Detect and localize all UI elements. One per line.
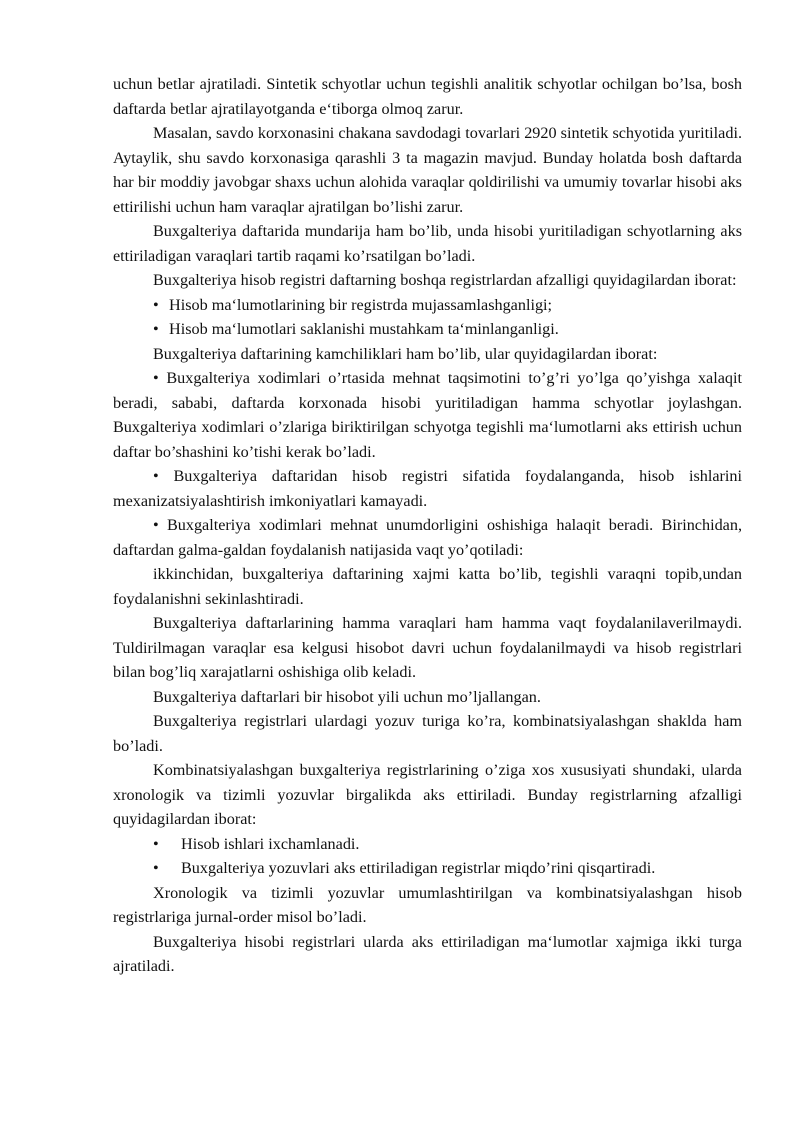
list-item [113,513,742,562]
paragraph: uchun betlar ajratiladi. Sintetik schyotlar uchun tegishli analitik schyotlar ochilgan bo’lsa, bosh daftarda betlar ajratilayotganda e‘tiborga olmoq zarur. [113,75,742,118]
bullet-icon: • [153,295,159,314]
bullet-icon: • [153,467,159,485]
list-item-text: Hisob ma‘lumotlarining bir registrda mujassamlashganligi; [169,295,553,314]
bullet-icon: • [153,369,159,387]
paragraph: Xronologik va tizimli yozuvlar umumlashtirilgan va kombinatsiyalashgan hisob registrlariga jurnal-order misol bo’ladi. [113,883,742,926]
paragraph: Buxgalteriya hisobi registrlari ularda aks ettiriladigan ma‘lumotlar xajmiga ikki turga ajratiladi. [113,932,742,975]
list-item-text: Hisob ishlari ixchamlanadi. [181,834,360,853]
list-item-text: Hisob ma‘lumotlari saklanishi mustahkam ta‘minlanganligi. [169,320,559,338]
list-item [113,832,742,857]
list-item-text: Buxgalteriya xodimlari o’rtasida mehnat taqsimotini to’g’ri yo’lga qo’yishga xalaqit beradi, sababi, daftarda korxonada hisobi yuritiladigan hamma schyotlar joylashgan. Buxgalteriya xodimlari o’zlariga biriktirilgan schyotga tegishli ma‘lumotlarni aks ettirish uchun daftar bo’shashini ko’tishi kerak bo’ladi. [113,369,742,461]
list-item [113,293,742,318]
paragraph: Buxgalteriya registrlari ulardagi yozuv turiga ko’ra, kombinatsiyalashgan shaklda ham bo’ladi. [113,712,742,755]
paragraph: Buxgalteriya hisob registri daftarning boshqa registrlardan afzalligi quyidagilardan iborat: [153,271,737,289]
paragraph: Buxgalteriya daftarida mundarija ham bo’lib, unda hisobi yuritiladigan schyotlarning aks ettiriladigan varaqlari tartib raqami ko’rsatilgan bo’ladi. [113,222,742,265]
document-page [113,72,742,979]
list-item-text: Buxgalteriya daftaridan hisob registri sifatida foydalanganda, hisob ishlarini mexanizatsiyalashtirish imkoniyatlari kamayadi. [113,467,742,510]
paragraph: Buxgalteriya daftarlarining hamma varaqlari ham hamma vaqt foydalanilaverilmaydi. Tuldirilmagan varaqlar esa kelgusi hisobot davri uchun foydalanilmaydi va hisob registrlari bilan bog’liq xarajatlarni oshishiga olib keladi. [113,614,742,681]
list-item [113,317,742,342]
list-item [113,856,742,881]
list-item-text: Buxgalteriya yozuvlari aks ettiriladigan registrlar miqdo’rini qisqartiradi. [181,859,656,877]
list-item-text: Buxgalteriya xodimlari mehnat unumdorligini oshishiga halaqit beradi. Birinchidan, daftardan galma-galdan foydalanish natijasida vaqt yo’qotiladi: [113,516,742,559]
list-item [113,464,742,513]
paragraph: Buxgalteriya daftarining kamchiliklari ham bo’lib, ular quyidagilardan iborat: [153,344,658,363]
bullet-icon: • [153,834,159,853]
bullet-icon: • [153,320,159,338]
bullet-icon: • [153,859,159,877]
list-item [113,366,742,464]
paragraph: ikkinchidan, buxgalteriya daftarining xajmi katta bo’lib, tegishli varaqni topib,undan foydalanishni sekinlashtiradi. [113,565,742,608]
paragraph: Kombinatsiyalashgan buxgalteriya registrlarining o’ziga xos xususiyati shundaki, ularda xronologik va tizimli yozuvlar birgalikda aks ettiriladi. Bunday registrlarning afzalligi quyidagilardan iborat: [113,761,742,828]
paragraph: Masalan, savdo korxonasini chakana savdodagi tovarlari 2920 sintetik schyotida yuritiladi. Aytaylik, shu savdo korxonasiga qarashli 3 ta magazin mavjud. Bunday holatda bosh daftarda har bir moddiy javobgar shaxs uchun alohida varaqlar qoldirilishi va umumiy tovarlar hisobi aks ettirilishi uchun ham varaqlar ajratilgan bo’lishi zarur. [113,124,742,216]
bullet-icon: • [153,516,159,534]
paragraph: Buxgalteriya daftarlari bir hisobot yili uchun mo’ljallangan. [153,687,541,706]
